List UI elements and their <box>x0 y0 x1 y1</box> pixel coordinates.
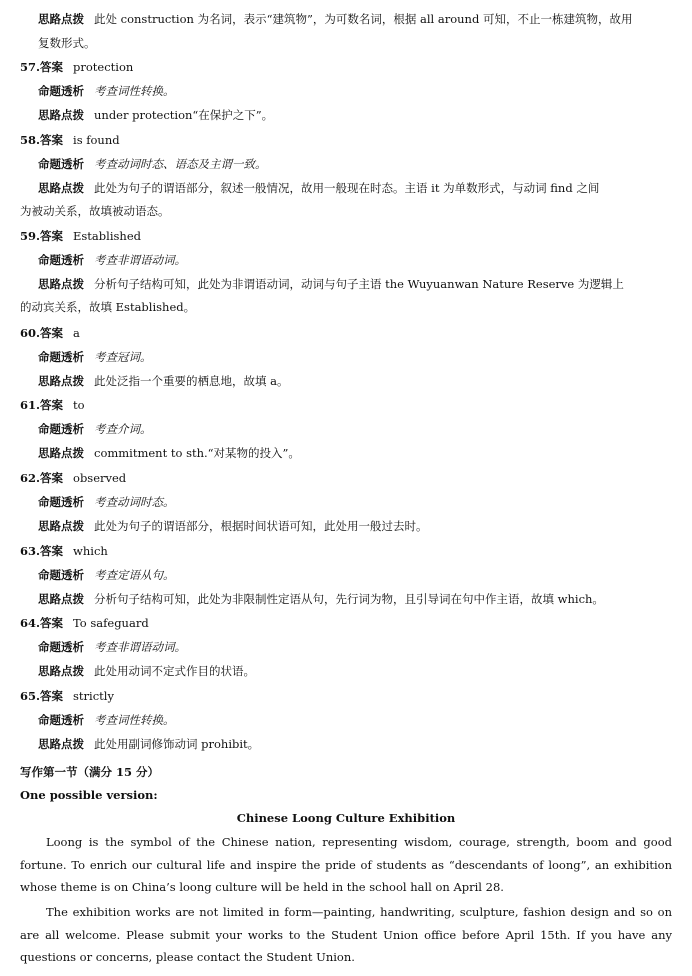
answer-text: is found <box>73 133 120 147</box>
question-number: 61. <box>20 398 41 412</box>
analysis-text: 考查冠词。 <box>94 349 152 364</box>
tip-label: 思路点拨 <box>38 518 84 533</box>
question-number: 60. <box>20 326 41 340</box>
analysis-label: 命题透析 <box>38 567 84 582</box>
answer-text: strictly <box>73 689 114 703</box>
tip-label: 思路点拨 <box>38 373 84 388</box>
answer-text: a <box>73 326 80 340</box>
question-number: 58. <box>20 133 41 147</box>
answer-text: To safeguard <box>73 616 149 630</box>
analysis-label: 命题透析 <box>38 252 84 267</box>
answer-line <box>20 616 676 630</box>
essay-paragraph-2: The exhibition works are not limited in form—painting, handwriting, sculpture, fashion design and so on are all welcome. Please submit your works to the Student Union office before April 15th. If you have any questions or concerns, please contact the Student Union. <box>20 905 672 964</box>
question-number: 59. <box>20 229 41 243</box>
tip-line <box>38 664 676 678</box>
answer-text: protection <box>73 60 134 74</box>
tip-line <box>38 519 676 533</box>
analysis-label: 命题透析 <box>38 349 84 364</box>
analysis-text: 考查动词时态、语态及主谓一致。 <box>94 156 267 171</box>
analysis-text: 考查非谓语动词。 <box>94 252 186 267</box>
essay-paragraph-1: Loong is the symbol of the Chinese nation, representing wisdom, courage, strength, boom and good fortune. To enrich our cultural life and inspire the pride of students as “descendants of loong”, an exhibition whose theme is on China’s loong culture will be held in the school hall on April 28. <box>20 835 672 894</box>
analysis-line <box>38 422 676 436</box>
analysis-label: 命题透析 <box>38 156 84 171</box>
answer-label: 答案 <box>40 229 64 243</box>
answer-label: 答案 <box>40 689 64 703</box>
answer-text: observed <box>73 471 127 485</box>
tip-line <box>38 592 676 606</box>
tip-continuation-line: 的动宾关系，故填 Established。 <box>20 300 196 315</box>
analysis-label: 命题透析 <box>38 712 84 727</box>
tip-label: 思路点拨 <box>38 12 84 26</box>
answer-label: 答案 <box>40 471 64 485</box>
analysis-line <box>38 640 676 654</box>
analysis-label: 命题透析 <box>38 421 84 436</box>
answer-line <box>20 398 676 412</box>
tip-text: 此处 construction 为名词，表示“建筑物”，为可数名词，根据 all around 可知，不止一栋建筑物，故用 <box>94 12 633 26</box>
analysis-label: 命题透析 <box>38 83 84 98</box>
answer-text: Established <box>73 229 141 243</box>
entry56-tip-line2: 复数形式。 <box>38 36 96 50</box>
tip-label: 思路点拨 <box>38 107 84 122</box>
entry56-tip-line1 <box>38 12 676 26</box>
essay-title: Chinese Loong Culture Exhibition <box>236 811 456 825</box>
answer-label: 答案 <box>40 60 64 74</box>
version-label: One possible version: <box>20 788 158 802</box>
analysis-line <box>38 713 676 727</box>
answer-line <box>20 133 676 147</box>
analysis-text: 考查词性转换。 <box>94 712 175 727</box>
tip-text: commitment to sth.“对某物的投入”。 <box>94 445 300 460</box>
question-number: 64. <box>20 616 41 630</box>
answer-text: which <box>73 544 108 558</box>
answer-text: to <box>73 398 85 412</box>
tip-text: under protection“在保护之下”。 <box>94 107 274 122</box>
answer-label: 答案 <box>40 398 64 412</box>
analysis-line <box>38 568 676 582</box>
tip-text: 此处泛指一个重要的栖息地，故填 a。 <box>94 373 289 388</box>
question-number: 62. <box>20 471 41 485</box>
answer-label: 答案 <box>40 133 64 147</box>
tip-continuation-line: 为被动关系，故填被动语态。 <box>20 204 170 219</box>
tip-text: 分析句子结构可知，此处为非限制性定语从句，先行词为物，且引导词在句中作主语，故填 which。 <box>94 591 604 606</box>
tip-label: 思路点拨 <box>38 445 84 460</box>
analysis-text: 考查动词时态。 <box>94 494 175 509</box>
tip-label: 思路点拨 <box>38 736 84 751</box>
tip-label: 思路点拨 <box>38 591 84 606</box>
tip-line <box>38 446 676 460</box>
analysis-line <box>38 350 676 364</box>
answer-line <box>20 229 676 243</box>
analysis-line <box>38 84 676 98</box>
tip-text: 此处用动词不定式作目的状语。 <box>94 663 255 678</box>
tip-line <box>38 374 676 388</box>
tip-line <box>38 108 676 122</box>
analysis-text: 考查介词。 <box>94 421 152 436</box>
analysis-text: 考查非谓语动词。 <box>94 639 186 654</box>
answer-line <box>20 60 676 74</box>
tip-text: 此处为句子的谓语部分，叙述一般情况，故用一般现在时态。主语 it 为单数形式，与动词 find 之间 <box>94 180 600 195</box>
analysis-line <box>38 253 676 267</box>
tip-label: 思路点拨 <box>38 276 84 291</box>
analysis-text: 考查词性转换。 <box>94 83 175 98</box>
analysis-label: 命题透析 <box>38 494 84 509</box>
question-number: 57. <box>20 60 41 74</box>
analysis-text: 考查定语从句。 <box>94 567 175 582</box>
answer-line <box>20 471 676 485</box>
tip-line <box>38 181 676 195</box>
tip-label: 思路点拨 <box>38 180 84 195</box>
answer-line <box>20 544 676 558</box>
analysis-line <box>38 495 676 509</box>
tip-text: 此处用副词修饰动词 prohibit。 <box>94 736 260 751</box>
answer-label: 答案 <box>40 544 64 558</box>
question-number: 63. <box>20 544 41 558</box>
answer-label: 答案 <box>40 616 64 630</box>
tip-text: 分析句子结构可知，此处为非谓语动词，动词与句子主语 the Wuyuanwan Nature Reserve 为逻辑上 <box>94 276 624 291</box>
answer-line <box>20 326 676 340</box>
tip-text: 此处为句子的谓语部分，根据时间状语可知，此处用一般过去时。 <box>94 518 428 533</box>
tip-line <box>38 737 676 751</box>
question-number: 65. <box>20 689 41 703</box>
writing-section-heading: 写作第一节（满分 15 分） <box>20 765 160 779</box>
tip-label: 思路点拨 <box>38 663 84 678</box>
tip-line <box>38 277 676 291</box>
analysis-label: 命题透析 <box>38 639 84 654</box>
answer-label: 答案 <box>40 326 64 340</box>
analysis-line <box>38 157 676 171</box>
answer-line <box>20 689 676 703</box>
